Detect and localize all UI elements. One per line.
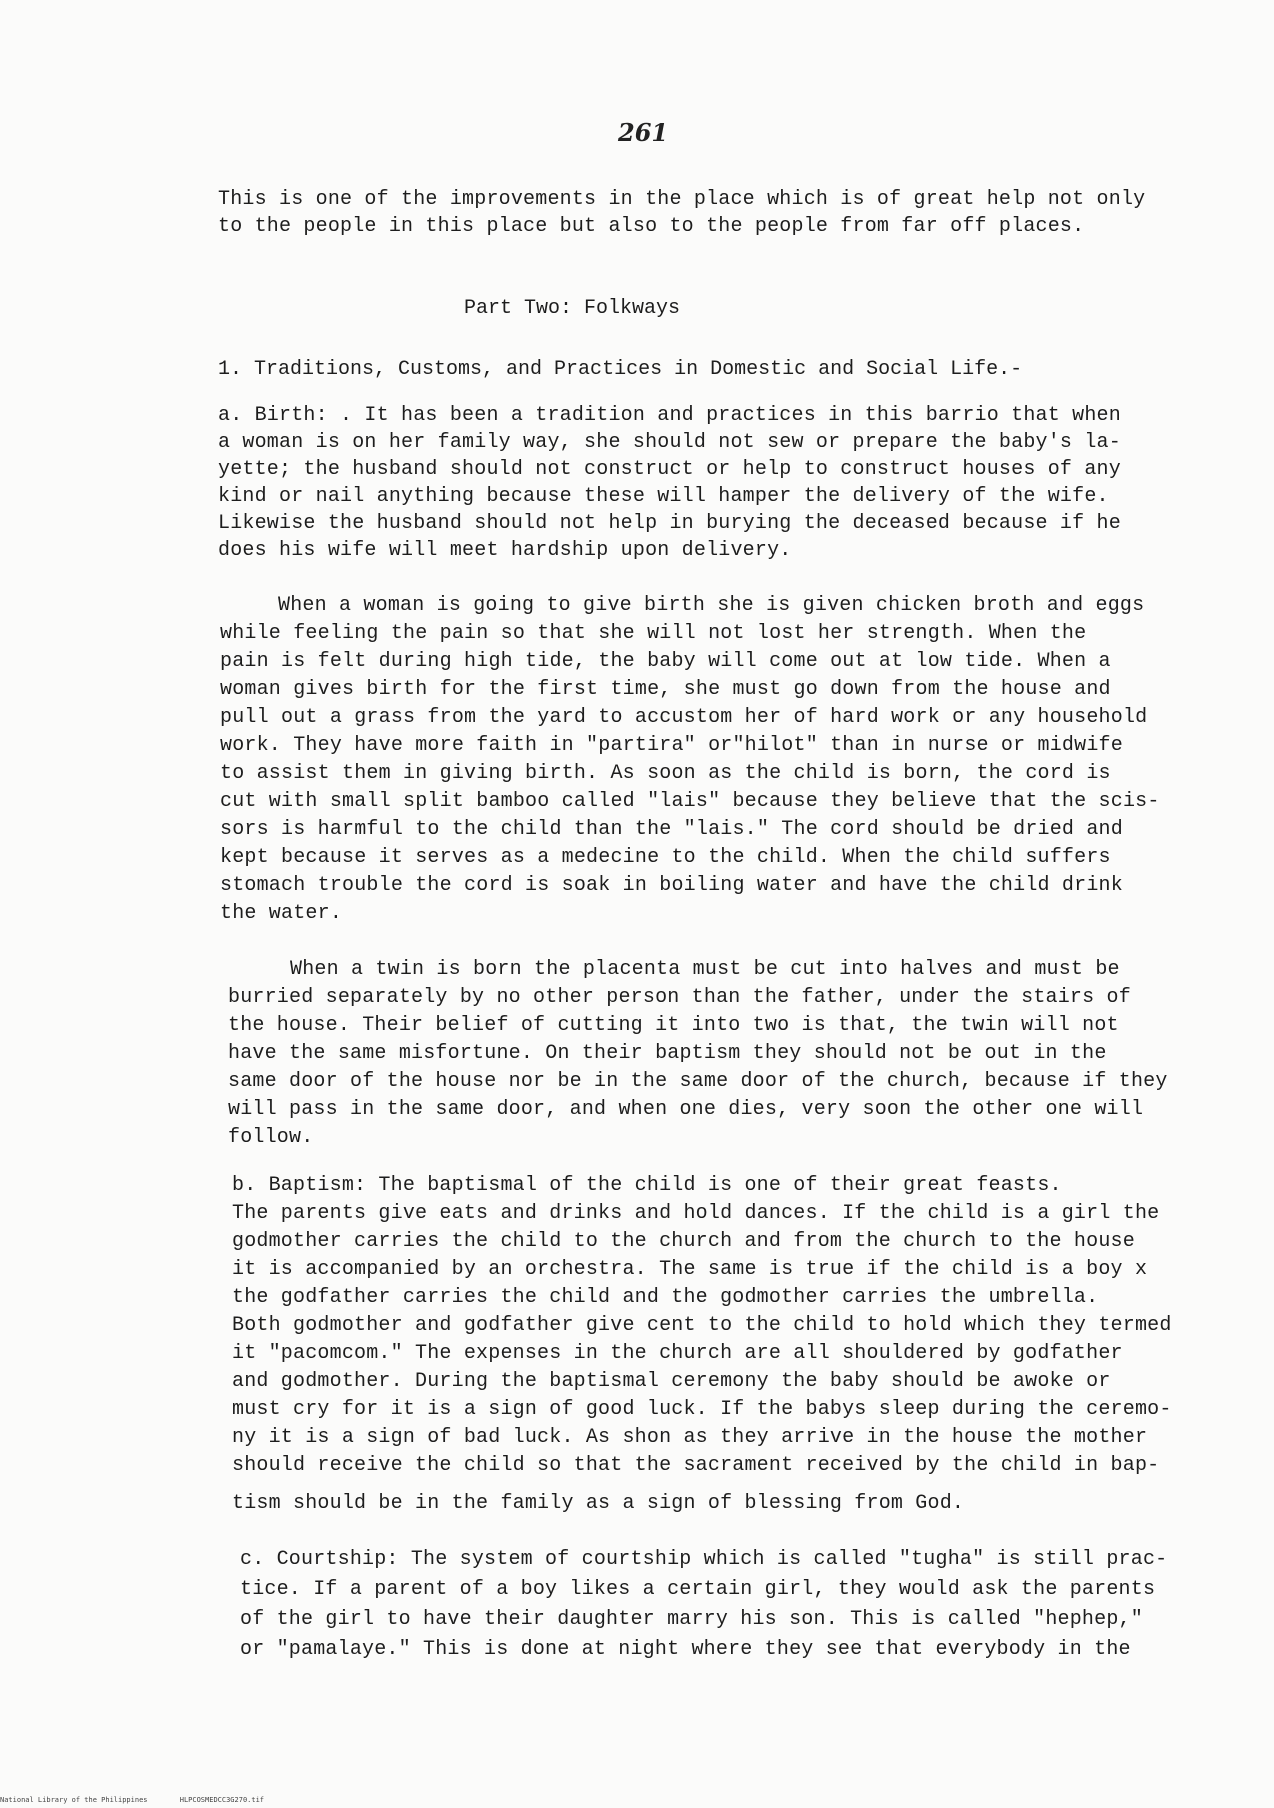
scan-footer bbox=[0, 1796, 292, 1804]
text-line: kept because it serves as a medecine to the child. When the child suffers bbox=[220, 846, 1111, 869]
footer-file: HLPCOSMEDCC3G270.tif bbox=[179, 1796, 265, 1804]
text-line: The parents give eats and drinks and hold dances. If the child is a girl the bbox=[232, 1202, 1160, 1225]
text-line: Both godmother and godfather give cent to the child to hold which they termed bbox=[232, 1314, 1172, 1337]
text-line: a woman is on her family way, she should not sew or prepare the baby's la- bbox=[218, 431, 1121, 454]
footer-library: National Library of the Philippines bbox=[0, 1796, 148, 1804]
text-line: a. Birth: . It has been a tradition and practices in this barrio that when bbox=[218, 404, 1121, 427]
text-line: tism should be in the family as a sign of blessing from God. bbox=[232, 1492, 965, 1515]
text-line: while feeling the pain so that she will not lost her strength. When the bbox=[220, 622, 1087, 645]
text-line: the house. Their belief of cutting it into two is that, the twin will not bbox=[228, 1014, 1119, 1037]
text-line: or "pamalaye." This is done at night where they see that everybody in the bbox=[240, 1638, 1131, 1661]
text-line: b. Baptism: The baptismal of the child is one of their great feasts. bbox=[232, 1174, 1062, 1197]
text-line: same door of the house nor be in the same door of the church, because if they bbox=[228, 1070, 1168, 1093]
text-line: must cry for it is a sign of good luck. If the babys sleep during the ceremo- bbox=[232, 1398, 1172, 1421]
text-line: have the same misfortune. On their baptism they should not be out in the bbox=[228, 1042, 1107, 1065]
text-line: and godmother. During the baptismal ceremony the baby should be awoke or bbox=[232, 1370, 1111, 1393]
text-line: does his wife will meet hardship upon delivery. bbox=[218, 539, 792, 562]
text-line: stomach trouble the cord is soak in boiling water and have the child drink bbox=[220, 874, 1123, 897]
text-line: sors is harmful to the child than the "lais." The cord should be dried and bbox=[220, 818, 1123, 841]
text-line: burried separately by no other person than the father, under the stairs of bbox=[228, 986, 1131, 1009]
text-line: pull out a grass from the yard to accustom her of hard work or any household bbox=[220, 706, 1148, 729]
text-line: follow. bbox=[228, 1126, 314, 1149]
text-line: the water. bbox=[220, 902, 343, 925]
text-line: work. They have more faith in "partira" or"hilot" than in nurse or midwife bbox=[220, 734, 1123, 757]
text-line: When a twin is born the placenta must be cut into halves and must be bbox=[290, 958, 1120, 981]
text-line: tice. If a parent of a boy likes a certain girl, they would ask the parents bbox=[240, 1578, 1156, 1601]
text-line: c. Courtship: The system of courtship which is called "tugha" is still prac- bbox=[240, 1548, 1168, 1571]
text-line: will pass in the same door, and when one dies, very soon the other one will bbox=[228, 1098, 1144, 1121]
text-line: When a woman is going to give birth she is given chicken broth and eggs bbox=[278, 594, 1145, 617]
text-line: Likewise the husband should not help in burying the deceased because if he bbox=[218, 512, 1121, 535]
text-line: to the people in this place but also to the people from far off places. bbox=[218, 215, 1085, 238]
text-line: kind or nail anything because these will hamper the delivery of the wife. bbox=[218, 485, 1109, 508]
part-heading: Part Two: Folkways bbox=[464, 297, 681, 320]
page-number: 261 bbox=[618, 118, 669, 147]
text-line: This is one of the improvements in the place which is of great help not only bbox=[218, 188, 1146, 211]
text-line: woman gives birth for the first time, she must go down from the house and bbox=[220, 678, 1111, 701]
text-line: it "pacomcom." The expenses in the church are all shouldered by godfather bbox=[232, 1342, 1123, 1365]
text-line: it is accompanied by an orchestra. The same is true if the child is a boy x bbox=[232, 1258, 1148, 1281]
text-line: godmother carries the child to the church and from the church to the house bbox=[232, 1230, 1135, 1253]
text-line: pain is felt during high tide, the baby will come out at low tide. When a bbox=[220, 650, 1111, 673]
text-line: of the girl to have their daughter marry his son. This is called "hephep," bbox=[240, 1608, 1143, 1631]
text-line: to assist them in giving birth. As soon as the child is born, the cord is bbox=[220, 762, 1111, 785]
text-line: the godfather carries the child and the godmother carries the umbrella. bbox=[232, 1286, 1099, 1309]
text-line: yette; the husband should not construct or help to construct houses of any bbox=[218, 458, 1121, 481]
text-line: ny it is a sign of bad luck. As shon as they arrive in the house the mother bbox=[232, 1426, 1148, 1449]
text-line: cut with small split bamboo called "lais" because they believe that the scis- bbox=[220, 790, 1160, 813]
section-heading: 1. Traditions, Customs, and Practices in Domestic and Social Life.- bbox=[218, 358, 1023, 381]
text-line: should receive the child so that the sacrament received by the child in bap- bbox=[232, 1454, 1160, 1477]
